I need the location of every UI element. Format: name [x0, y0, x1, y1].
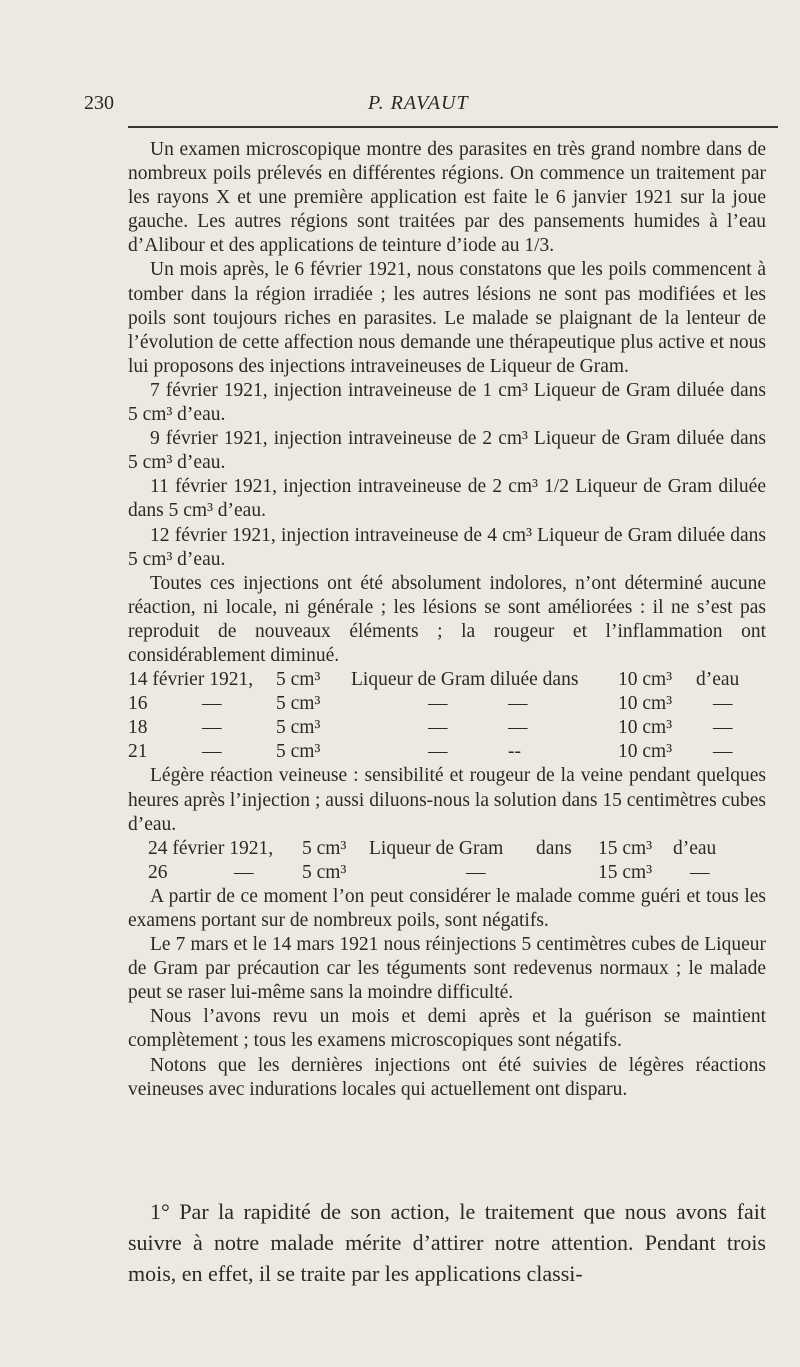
table-row: [128, 668, 766, 692]
table-cell: 10 cm³: [618, 741, 673, 763]
table-cell: 24 février 1921,: [148, 837, 274, 859]
table-cell: 5 cm³: [276, 693, 321, 715]
paragraph: Notons que les dernières injections ont été suivies de légères réactions veineuses avec indurations locales qui actuellement ont disparu.: [128, 1054, 766, 1100]
table-cell: Liqueur de Gram diluée dans: [351, 669, 579, 691]
page-number: 230: [84, 92, 114, 114]
table-cell: 10 cm³: [618, 717, 673, 739]
table-cell: 5 cm³: [276, 669, 321, 691]
table-cell: —: [713, 693, 733, 715]
table-cell: —: [428, 693, 448, 715]
table-cell: —: [202, 741, 222, 763]
table-cell: 10 cm³: [618, 693, 673, 715]
table-cell: 5 cm³: [302, 861, 347, 883]
injection-entry: 12 février 1921, injection intraveineuse de 4 cm³ Liqueur de Gram diluée dans 5 cm³ d’eau.: [128, 524, 766, 570]
table-row: [128, 837, 766, 861]
injection-table-1: [128, 668, 766, 764]
table-cell: 21: [128, 741, 148, 763]
table-cell: dans: [536, 837, 572, 859]
paragraph: Légère réaction veineuse : sensibilité et rougeur de la veine pendant quelques heures après l’injection ; aussi diluons-nous la solution dans 15 centimètres cubes d’eau.: [128, 765, 766, 835]
table-cell: 16: [128, 693, 148, 715]
table-cell: d’eau: [673, 837, 717, 859]
table-row: [128, 716, 766, 740]
table-cell: —: [202, 693, 222, 715]
table-cell: 5 cm³: [276, 717, 321, 739]
paragraph: Un examen microscopique montre des parasites en très grand nombre dans de nombreux poils prélevés en différentes régions. On commence un traitement par les rayons X et une première application est faite le 6 janvier 1921 sur la joue gauche. Les autres régions sont traitées par des pansements humides à l’eau d’Alibour et des applications de teinture d’iode au 1/3.: [128, 139, 766, 257]
paragraph: Toutes ces injections ont été absolument indolores, n’ont déterminé aucune réaction, ni locale, ni générale ; les lésions se sont améliorées : il ne s’est pas reproduit de nouveaux éléments ; la rougeur et l’inflammation ont considérablement diminué.: [128, 572, 766, 666]
page-body: [128, 138, 766, 1102]
table-cell: 18: [128, 717, 148, 739]
table-cell: 5 cm³: [302, 837, 347, 859]
table-cell: —: [690, 861, 710, 883]
injection-table-2: [128, 837, 766, 885]
table-cell: 5 cm³: [276, 741, 321, 763]
table-cell: —: [508, 717, 528, 739]
running-title: P. RAVAUT: [368, 92, 469, 114]
injection-entry: 9 février 1921, injection intraveineuse de 2 cm³ Liqueur de Gram diluée dans 5 cm³ d’eau.: [128, 428, 766, 474]
header-rule: [128, 126, 778, 128]
injection-entry: 7 février 1921, injection intraveineuse de 1 cm³ Liqueur de Gram diluée dans 5 cm³ d’eau.: [128, 379, 766, 426]
table-cell: —: [428, 741, 448, 763]
paragraph: Un mois après, le 6 février 1921, nous constatons que les poils commencent à tomber dans la région irradiée ; les autres lésions ne sont pas modifiées et les poils sont toujours riches en parasites. Le malade se plaignant de la lenteur de l’évolution de cette affection nous demande une thérapeutique plus active et nous lui proposons des injections intraveineuses de Liqueur de Gram.: [128, 259, 766, 377]
table-row: [128, 740, 766, 764]
table-cell: d’eau: [696, 669, 740, 691]
table-cell: 15 cm³: [598, 861, 653, 883]
table-cell: —: [713, 717, 733, 739]
table-cell: —: [202, 717, 222, 739]
table-cell: —: [713, 741, 733, 763]
paragraph: A partir de ce moment l’on peut considérer le malade comme guéri et tous les examens portant sur de nombreux poils, sont négatifs.: [128, 885, 766, 931]
table-cell: 14 février 1921,: [128, 669, 254, 691]
table-cell: 10 cm³: [618, 669, 673, 691]
table-cell: —: [234, 861, 254, 883]
paragraph: Nous l’avons revu un mois et demi après et la guérison se maintient complètement ; tous les examens microscopiques sont négatifs.: [128, 1006, 766, 1052]
numbered-paragraph: 1° Par la rapidité de son action, le traitement que nous avons fait suivre à notre malade mérite d’attirer notre attention. Pendant trois mois, en effet, il se traite par les applications classi-: [128, 1199, 766, 1286]
table-row: [128, 861, 766, 885]
table-cell: —: [428, 717, 448, 739]
injection-entry: 11 février 1921, injection intraveineuse de 2 cm³ 1/2 Liqueur de Gram diluée dans 5 cm³ d’eau.: [128, 476, 766, 522]
table-row: [128, 692, 766, 716]
table-cell: Liqueur de Gram: [369, 837, 504, 859]
table-cell: 26: [148, 861, 168, 883]
table-cell: —: [466, 861, 486, 883]
table-cell: 15 cm³: [598, 837, 653, 859]
table-cell: --: [508, 741, 521, 763]
paragraph: Le 7 mars et le 14 mars 1921 nous réinjections 5 centimètres cubes de Liqueur de Gram par précaution car les téguments sont redevenus normaux ; le malade peut se raser lui-même sans la moindre difficulté.: [128, 934, 766, 1004]
table-cell: —: [508, 693, 528, 715]
page-header: [84, 92, 764, 122]
